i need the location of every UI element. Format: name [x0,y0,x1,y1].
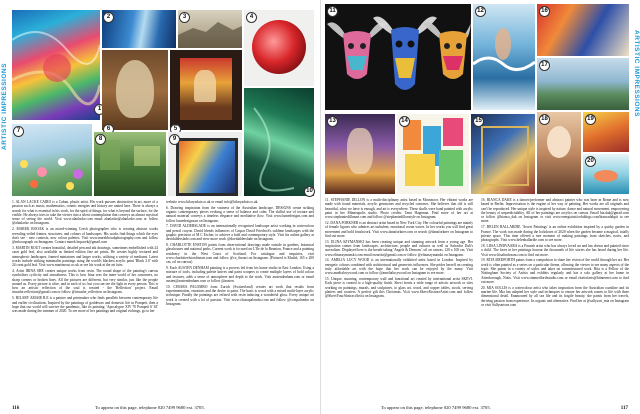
entry-7: 7. DAVID ALDERSLADE is an internationally recognised landscape artist working in watercolour and pencil crayon. David blends influences of Caspar David Friedrich's sublime landscapes with the graphic precision of M C Escher, to achieve a bold and contemporary style. Visit his online gallery at davidalderslade.com and view more work @davidalderslade on Instagram. [166,224,314,242]
entry-20: 20. MIA SOLLIS is a watercolour artist who takes inspiration from the Australian coastline and its marine life. Mia has adapted her style and techniques to ensure her artwork comes to life with three dimensional detail. Enamoured by all sea life and its fragile beauty, she paints from her travels, deriving passion from experience. Its organic and alternative. Find her at @sallysart_mia on Instagram or visit Sallysartsea.com [481,285,629,307]
image-number-4: 4 [246,12,257,23]
artwork-1-cairo [12,10,100,120]
image-number-14: 14 [399,116,410,127]
entry-5: 5. HILARY AMAIR R.E is a painter and printmaker who finds parallels between contemporary life and earlier civilisations. Inspired by the paintings of goddesses and domestic life in Pompeii, then a hope that our world will survive the pandemic, like its painting. 'Apocalypse XIV 70 Pompeii 6' 63' was made during the summer of 2020. To see more of her paintings and original etchings, go to her [12,296,158,314]
image-number-3: 3 [179,12,190,23]
right-column-1 [325,198,473,396]
image-number-20: 20 [585,156,596,167]
artwork-6-designs [102,50,168,130]
image-number-10: 10 [304,186,315,197]
left-footer: To appear on this page, telephone 020 7499 9680 ext. 3705. [95,405,205,410]
entry-5-cont: website www.hilaryadair.co.uk or email info@hilaryadair.co.uk. [166,200,259,204]
entry-15: 15. Unique, stunning, contemporary wall and functional art created by international artist SKEVI. Each piece is created to a high-quality finish. Skevi fronts a wide range of artistic artwork or sites working on paintings, murals, and sculptures, to glass art, wood, and copper tables, stools, serving platters and coasters. A perfect gift this Christmas. Visit www.SkeviAbstractArtist.com and follow @SkeviYourAbstractArtist on Instagram. [325,277,473,299]
entry-8: 8. CHARLOTTE ENSTON paints from observational drawings made outside in gardens, botanical glasshouses and national parks. Current work is focused on L'Ile de la Reunion, France and a painting residency in the West Coast of Scotland. For catalogue and enquiries, visit www.charlotteelstonfineart.com and follow @ce_fineart on Instagram. (Pictured is Khalid, 165 x 200 cm, oil on canvas) [166,243,314,265]
image-number-2: 2 [103,12,114,23]
artwork-5-adair [170,50,242,130]
entry-9: 9. Each AUSTEN DENHAM painting is a process led from his home studio in East London. Using a mixture of tools, including palette knives and paint scrapers to create multiple layers of bold colour and textures, adds a sense of atmosphere and depth to the work. Visit austendenham.com or email austen@austendenham.com or follow @austen. [166,266,314,284]
entry-11: 11. STEPHANIE DILLON is a multi-disciplinary artist based in Mossmoor. Her vibrant works are made with found materials, acrylic gemstones and recycled canvases. She believes that old is still beautiful, what we have is enough, and art is everywhere. These skulls were hand painted with acrylic paint in her Minneapolis studio. Photo credits: Tami Hageman. Find more of her art at www.stephaniedillonart.com and follow @stephaniedillonstyle on Instagram. [325,198,473,220]
left-column-2 [166,200,314,396]
artwork-16-dake [537,4,629,56]
entry-16: 16. BIANCA DAKE is a dancer/performer and abstract painter who was born in Rome and is now based in Berlin. Improvisation is the engine of her way of painting. Her works are all originals and can't be reproduced. Her unique style is inspired by nature, dance and natural movement, empowering the beauty of unpredictability. All of her paintings are acrylics on canvas. Email bia.dak@gmail.com or follow @bianca_dak on Instagram or visit www.energiatutti.edublogs.com/biancadakpit to see more. [481,198,629,224]
artwork-10-palombo [244,88,314,196]
entry-6: 6. Drawing inspiration from the vastness of the Australian landscape, DESIGNS create striking organic contemporary pieces evoking a sense of balance and calm. The skilful use of texture and natural material conveys a timeless elegance and meditative flow. Visit www.lumedesigns.com and follow lumedesignsart on Instagram. [166,205,314,223]
entry-10: 10. CHIARA PALOMBO from Zurich (Switzerland) creates art work that results from experimentation, emotions and the desire to paint. The basis is wood with a mixed multi-layer acrylic technique. Finally the paintings are refined with resin inducing a wonderful gloss. Every unique art work is created with a lot of passion. Visit www.chiarapalombo.com and follow @ccmpalombo on Instagram. [166,284,314,307]
entry-12: 12. DANA FORKNER is an abstract artist based in New York City. Her colourful paintings are mainly of female figures who admires art turbulent, emotional ocean waves. In her works you will find great movement and bold brushwork. Visit www.danaforkner.com or search @danaforkner on Instagram to find out more. [325,220,473,238]
image-number-1: 1 [94,104,105,115]
image-number-19: 19 [585,114,596,125]
entry-2: 2. MAREK BOOAK is an award-winning Czech photographer who is creating abstract works revealing veiled frames, structures, and colours of landscapes. His works find things which the eyes don't see - new contexts, new colour palettes. Visit www.marekbocakphotography.com and follow @mbocagraph on Instagram. Contact marek.bopacek@gmail.com [12,227,158,245]
right-page-number: 117 [620,406,628,411]
entry-1: 1. ALAN LACKE CAIRO is a Cuban, plastic artist. His work pursues abstraction in art, more of a passion such as music, mathematics, cosmic energies and history are united here. There is always a search for what is essential in his work, for the spirit of things, for what is beyond the surface, for the visible. He always tries to take the viewer into a silent contemplation that conveys an almost mystical sense of seeing the world. Visit www.alanlacke.com email alanlacke@alanlacke.com or follow @alanlacke on Instagram. [12,200,158,226]
left-text-block [12,200,314,396]
entry-18: 18. LIISA LINDVAARA is a Finnish artist who has always loved art and has drawn and painted since a child. The faces in her paintings honour the thousands of life stories she has heard during her life. Visit www.liisalindvaara.com to find out more. [481,243,629,257]
artwork-11-dillon-skulls [325,4,471,110]
right-page [320,0,640,414]
image-number-5: 5 [170,124,181,135]
image-number-12: 12 [475,6,486,17]
right-column-2 [481,198,629,396]
artwork-14-wood [397,114,469,194]
left-page-number: 116 [12,406,20,411]
entry-13: 13. ELINA SZYMANSKI has been creating unique and stunning artwork from a young age. Her inspiration comes from landscapes, architecture, people and cultures as well as Salvador Dali's surrealism. Displayed here is the breath-taking 'Angels & Demons', oil on canvas, 120 x 100 cm. Visit www.elinaszymanski.com email rezartist@gmail.com or follow @elinaszymanski on Instagram. [325,239,473,257]
right-footer: To appear on this page, telephone 020 7499 9680 ext. 3705. [381,405,491,410]
artwork-7-alderslade [12,124,92,196]
image-number-16: 16 [539,6,550,17]
entry-17: 17. HELEN BALLARDIE. 'Secret Paintings' is an online exhibition inspired by a quirky garden in France. The work was made during the lockdown of 2020 when the garden became a magical, totally private space. This time offered a rare moment of making paintings from sketches, notes, and photographs. Visit www.helenballardie.com to see more. [481,225,629,243]
artwork-17-ballardie [537,58,629,110]
entry-3: 3. MARTIN ROUT creates beautiful, detailed pen and ink drawings, sometimes embellished with 24 carat gold leaf, also available as limited edition fine art prints. He creates highly textured and atmospheric landscapes, framed miniatures and larger works, utilising a variety of mediums. Latest works include striking minimalist paintings using the world's blackest acrylic paint 'Black 3.0' with 24 carat gold leaf. Visit www.martinrout.co.uk or see his work at the art fairs. [12,245,158,268]
right-text-block [325,198,629,396]
image-number-6: 6 [103,124,114,135]
left-spine [0,0,8,414]
right-spine-title: ARTISTIC IMPRESSIONS [633,30,640,117]
image-number-17: 17 [539,60,550,71]
image-number-13: 13 [327,116,338,127]
image-number-15: 15 [473,116,484,127]
image-number-11: 11 [327,6,338,17]
entry-14: 14. AMELIA LUCY WOOD is an internationally exhibited artist based in London. Inspired by energetic colours combined with architectural and geometric influences. She prides herself on creating truly affordable art with the hope that her work can be enjoyed by the many. Visit www.amelialucywood.com or follow @amelialucywood on Instagram to see more. [325,258,473,276]
entry-4: 4. Artist IRINA SHE creates unique works from resin. The round shape of the painting's canvas symbolises cyclicity and smoothness. This is how Irina sees the inner world of her customers, no sharp corners or broken lines. All the pictures are different, but very similar, just like the people around us. Every picture is alive, and in each of us, but you can see the light in every person. This is how an artistic reflection of the soul is created - the 'Reflection' project. Email irinashe.reflection@gmail.com or follow @irinashe_reflection on Instagram. [12,268,158,295]
entry-19: 19. RITA MEDFORTH paints from a compulsion to share her vision of the world through her art. Her work is often painted as a series on a particular theme, allowing the viewer to see many aspects of the topic. She paints in a variety of styles and takes on commissioned work. Rita is a Fellow of the Nottingham Society of Artists and exhibits regularly and has a solo gallery at her home in Attenborough, Notts. Visit www.ritamedforthstudio.com or email ritaforfarts@btinternet.com to find out more. [481,258,629,284]
image-number-18: 18 [539,114,550,125]
image-number-7: 7 [13,126,24,137]
right-spine [632,0,640,414]
image-number-9: 9 [169,134,180,145]
left-column-1 [12,200,158,396]
left-spine-title: ARTISTIC IMPRESSIONS [1,63,8,150]
artwork-12-forkner [473,4,535,110]
image-number-8: 8 [95,134,106,145]
